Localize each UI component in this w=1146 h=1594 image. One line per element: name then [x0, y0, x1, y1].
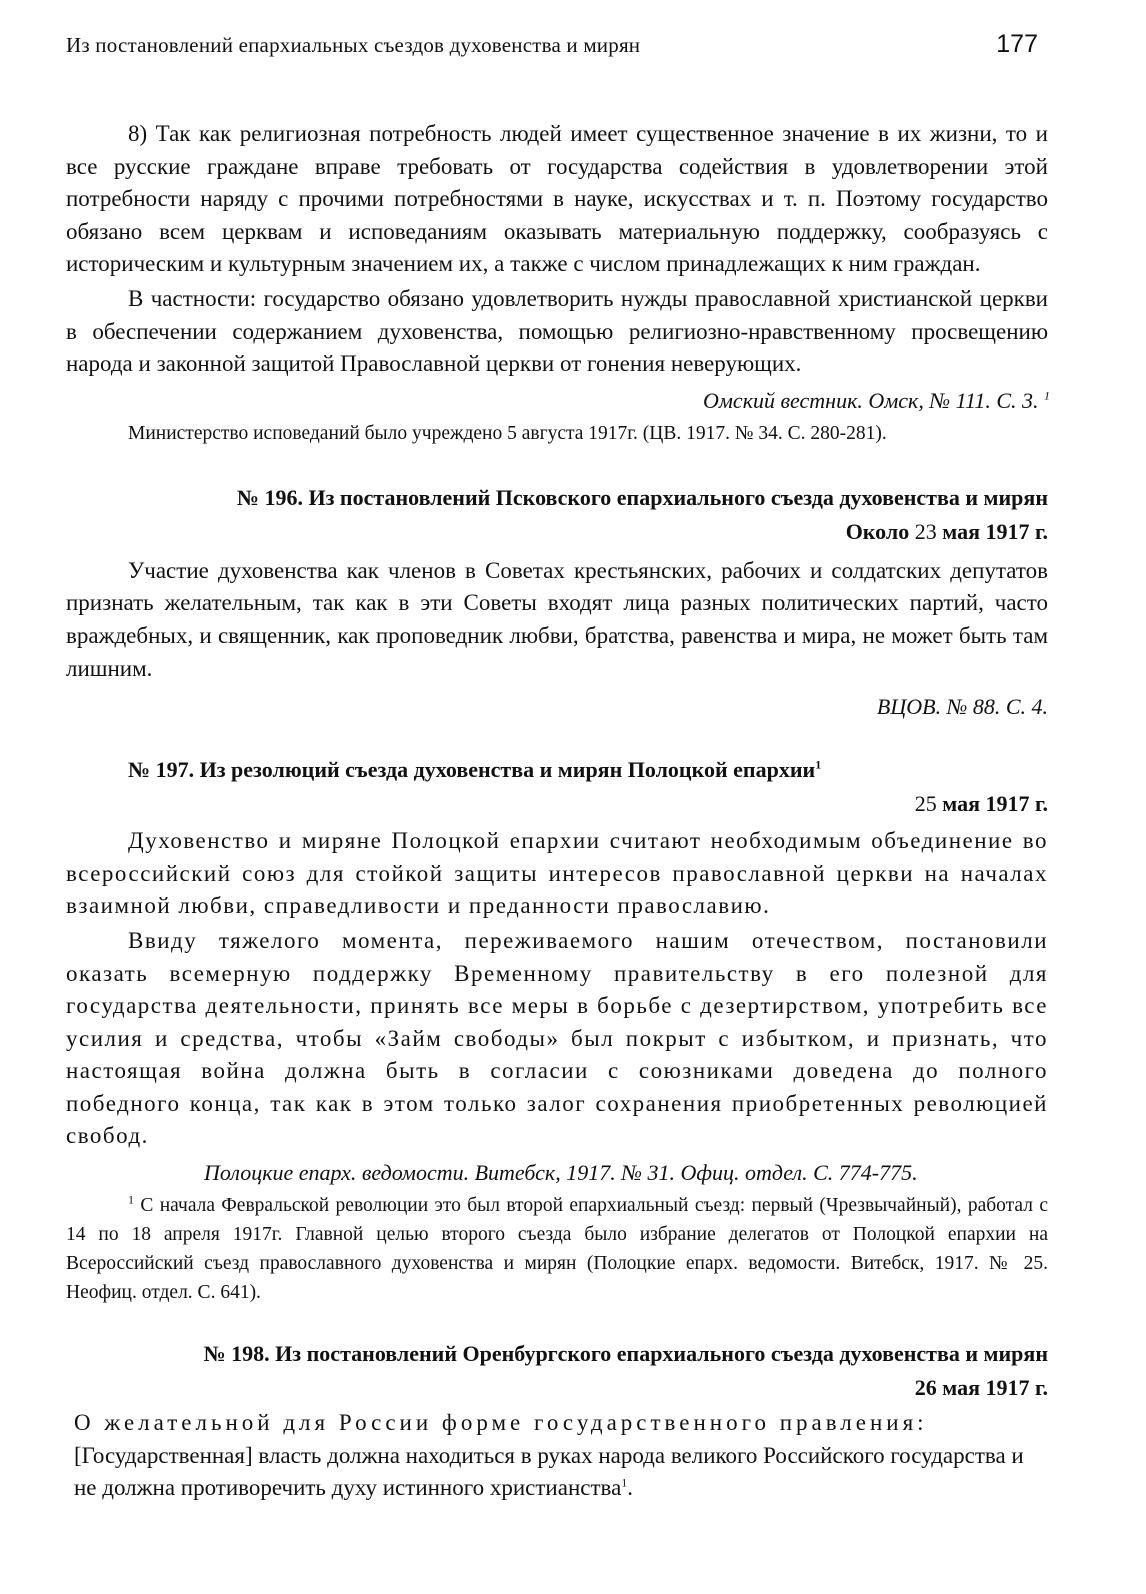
page [66, 30, 1048, 1505]
doc-197-paragraph-2: Ввиду тяжелого момента, переживаемого нашим отечеством, постановили оказать всемерную поддержку Временному правительству в его полезной для государства деятельности, принять все меры в борьбе с дезертирством, употребить все усилия и средства, чтобы «Займ свободы» был покрыт с избытком, и признать, что настоящая война должна быть в согласии с союзниками доведена до полного победного конца, так как в этом только залог сохранения приобретенных революцией свобод. [66, 927, 1048, 1149]
doc-197-source: Полоцкие епарх. ведомости. Витебск, 1917. № 31. Офиц. отдел. С. 774-775. [204, 1160, 918, 1186]
section1-source-text: Омский вестник. Омск, № 111. С. 3. [703, 387, 1039, 413]
doc-196-date-day: 23 [914, 518, 937, 544]
section1-source [66, 385, 1050, 417]
doc-196-date-rest: мая 1917 г. [942, 518, 1048, 544]
doc-198-date: 26 мая 1917 г. [914, 1375, 1048, 1401]
doc-198-paragraph-1-text: [Государственная] власть должна находиться в руках народа великого Российского государства и не должна противоречить духу истинного христианства [74, 1442, 1024, 1501]
doc-197-paragraph-1: Духовенство и миряне Полоцкой епархии считают необходимым объединение во всероссийский союз для стойкой защиты интересов православной церкви на началах взаимной любви, справедливости и преданности православию. [66, 828, 1048, 919]
doc-198-paragraph-1-end: . [627, 1475, 634, 1501]
doc-197-heading-note-mark: 1 [815, 757, 822, 772]
running-head-title: Из постановлений епархиальных съездов духовенства и мирян [66, 33, 641, 57]
section1-footnote: Министерство исповеданий было учреждено 5 августа 1917г. (ЦВ. 1917. № 34. С. 280-281). [128, 422, 887, 444]
doc-197-heading [66, 753, 1048, 787]
doc-196-heading: № 196. Из постановлений Псковского епархиального съезда духовенства и мирян [236, 484, 1048, 510]
doc-197-date-rest: мая 1917 г. [942, 791, 1048, 817]
section1-paragraph-2: В частности: государство обязано удовлетворить нужды православной христианской церкви в обеспечении содержанием духовенства, помощью религиозно-нравственному просвещению народа и законной защитой Православной церкви от гонения неверующих. [66, 285, 1048, 377]
page-number: 177 [996, 30, 1038, 58]
section1-source-note-mark: 1 [1044, 388, 1050, 403]
doc-197-footnote-text: С начала Февральской революции это был второй епархиальный съезд: первый (Чрезвычайный), работал с 14 по 18 апреля 1917г. Главной целью второго съезда было избрание делегатов от Полоцкой епархии на Всероссийский съезд православного духовенства и мирян (Полоцкие епарх. ведомости. Витебск, 1917. № 25. Неофиц. отдел. С. 641). [66, 1195, 1048, 1304]
doc-196-date-prefix: Около [845, 518, 910, 544]
doc-197-footnote-mark: 1 [128, 1192, 134, 1207]
doc-198-paragraph-1 [74, 1440, 1048, 1505]
doc-198-paragraph-1-note-mark: 1 [621, 1475, 628, 1490]
doc-197-date [66, 787, 1048, 821]
doc-197-footnote [66, 1191, 1048, 1307]
doc-196-paragraph-1: Участие духовенства как членов в Советах крестьянских, рабочих и солдатских депутатов признать желательным, так как в эти Советы входят лица разных политических партий, часто враждебных, и священник, как проповедник любви, братства, равенства и мира, не может быть там лишним. [66, 557, 1048, 681]
doc-198-heading: № 198. Из постановлений Оренбургского епархиального съезда духовенства и мирян [203, 1341, 1048, 1367]
doc-197-date-day: 25 [914, 791, 937, 817]
doc-196-date [66, 515, 1048, 549]
doc-198-line-1: О желательной для России форме государственного правления: [74, 1410, 928, 1436]
running-head [66, 30, 1048, 70]
doc-196-source: ВЦОВ. № 88. С. 4. [876, 694, 1048, 720]
doc-197-heading-text: № 197. Из резолюций съезда духовенства и мирян Полоцкой епархии [128, 757, 816, 783]
section1-paragraph-1: 8) Так как религиозная потребность людей имеет существенное значение в их жизни, то и все русские граждане вправе требовать от государства содействия в удовлетворении этой потребности наряду с прочими потребностями в науке, искусствах и т. п. Поэтому государство обязано всем церквам и исповеданиям оказывать материальную поддержку, сообразуясь с историческим и культурным значением их, а также с числом принадлежащих к ним граждан. [66, 121, 1048, 277]
